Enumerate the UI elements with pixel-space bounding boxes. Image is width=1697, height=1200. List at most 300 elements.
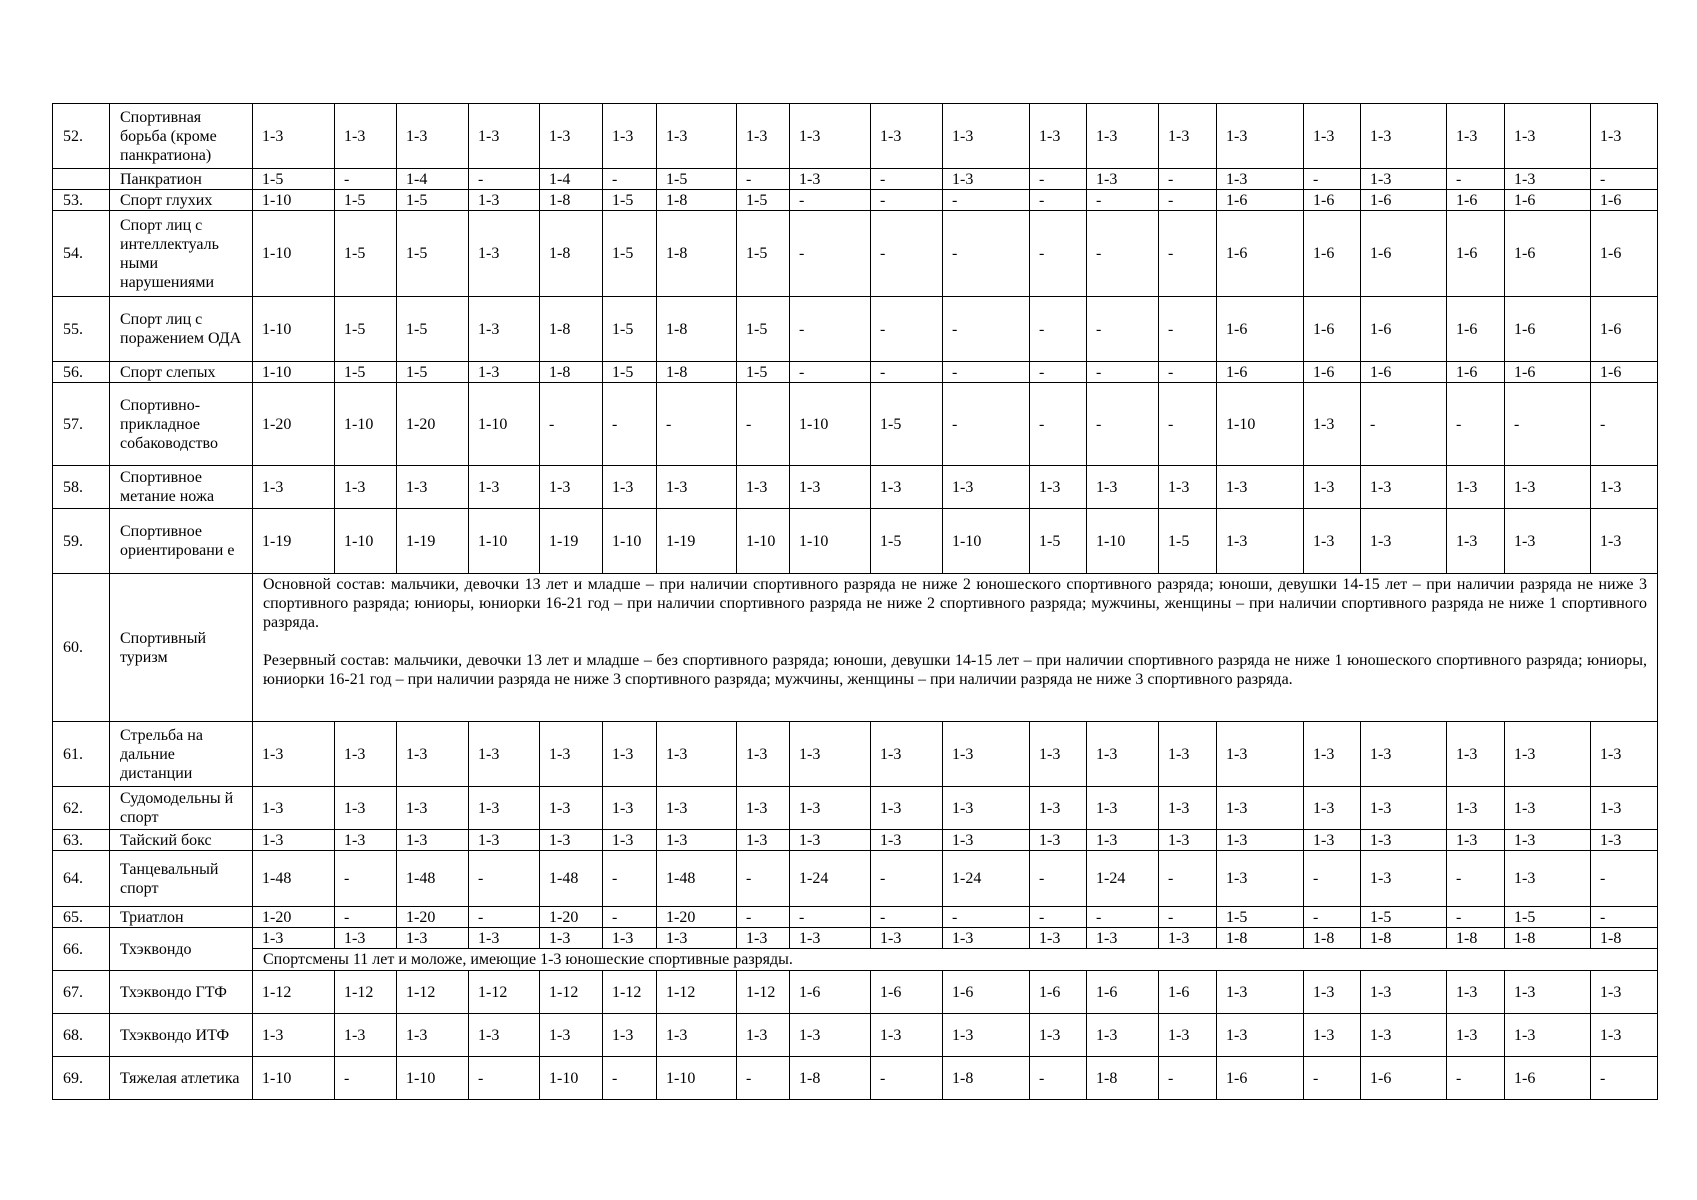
value-cell: 1-20 [397,383,469,466]
row-number: 68. [53,1014,110,1057]
value-cell: 1-3 [1217,851,1304,907]
table-row [53,830,1658,851]
row-number [53,169,110,190]
value-cell: 1-6 [1505,1057,1591,1100]
value-cell: - [1591,383,1658,466]
value-cell: 1-3 [253,928,335,949]
value-cell: 1-3 [1304,722,1361,787]
value-cell: 1-20 [253,907,335,928]
value-cell: 1-10 [469,383,540,466]
value-cell: - [1087,190,1159,211]
value-cell: 1-3 [469,787,540,830]
value-cell: 1-6 [1217,190,1304,211]
value-cell: 1-12 [253,971,335,1014]
value-cell: 1-3 [1159,787,1217,830]
value-cell: 1-3 [1304,509,1361,574]
value-cell: - [737,907,790,928]
row-number: 64. [53,851,110,907]
value-cell: 1-10 [253,1057,335,1100]
value-cell: - [871,362,943,383]
value-cell: 1-3 [943,722,1030,787]
value-cell: 1-3 [469,928,540,949]
value-cell: 1-3 [737,928,790,949]
value-cell: - [603,169,657,190]
value-cell: 1-3 [540,830,603,851]
value-cell: 1-3 [871,722,943,787]
value-cell: 1-3 [1447,466,1505,509]
value-cell: 1-3 [1087,830,1159,851]
table-row [53,1014,1658,1057]
value-cell: 1-3 [1304,466,1361,509]
value-cell: 1-3 [603,466,657,509]
value-cell: 1-24 [943,851,1030,907]
value-cell: 1-3 [657,722,737,787]
value-cell: 1-3 [1030,104,1087,169]
value-cell: 1-3 [1087,1014,1159,1057]
value-cell: 1-3 [540,466,603,509]
value-cell: 1-3 [1159,466,1217,509]
value-cell: 1-6 [1505,211,1591,297]
value-cell: 1-3 [397,1014,469,1057]
note-paragraph: Основной состав: мальчики, девочки 13 лет и младше – при наличии спортивного разряда не ниже 2 юношеского спортивного разряда; юноши, девушки 14-15 лет – при наличии разряда не ниже 3 спортивного разряда; юниоры, юниорки 16-21 год – при наличии спортивного разряда не ниже 2 спортивного разряда; мужчины, женщины – при наличии спортивного разряда не ниже 1 спортивного разряда. [263,576,1647,631]
table-row [53,211,1658,297]
sport-name: Спорт глухих [110,190,253,211]
value-cell: 1-4 [397,169,469,190]
sport-name: Стрельба на дальние дистанции [110,722,253,787]
value-cell: 1-3 [790,169,871,190]
value-cell: 1-8 [1361,928,1447,949]
value-cell: 1-3 [1159,1014,1217,1057]
value-cell: 1-5 [1505,907,1591,928]
value-cell: - [871,851,943,907]
value-cell: - [1030,383,1087,466]
value-cell: 1-8 [1447,928,1505,949]
value-cell: 1-3 [603,1014,657,1057]
value-cell: 1-3 [871,830,943,851]
value-cell: - [335,907,397,928]
row-number: 54. [53,211,110,297]
value-cell: 1-4 [540,169,603,190]
value-cell: 1-6 [1361,297,1447,362]
value-cell: 1-3 [1217,1014,1304,1057]
row-number: 55. [53,297,110,362]
value-cell: 1-3 [1361,830,1447,851]
table-row [53,104,1658,169]
value-cell: 1-3 [1447,722,1505,787]
value-cell: 1-20 [540,907,603,928]
value-cell: 1-5 [335,211,397,297]
value-cell: - [1447,383,1505,466]
value-cell: 1-3 [397,830,469,851]
value-cell: 1-3 [790,928,871,949]
value-cell: 1-3 [253,1014,335,1057]
value-cell: 1-5 [871,509,943,574]
value-cell: 1-5 [737,211,790,297]
value-cell: 1-6 [1505,297,1591,362]
value-cell: - [1030,851,1087,907]
value-cell: 1-3 [1505,722,1591,787]
value-cell: 1-3 [540,787,603,830]
value-cell: 1-6 [1361,190,1447,211]
value-cell: 1-10 [469,509,540,574]
value-cell: 1-3 [737,787,790,830]
sport-name: Спортивное ориентировани е [110,509,253,574]
value-cell: 1-3 [657,1014,737,1057]
value-cell: 1-3 [253,104,335,169]
row-number: 58. [53,466,110,509]
value-cell: 1-19 [540,509,603,574]
value-cell: 1-3 [943,104,1030,169]
value-cell: - [1087,907,1159,928]
value-cell: 1-8 [1087,1057,1159,1100]
value-cell: 1-6 [1304,362,1361,383]
value-cell: - [943,297,1030,362]
value-cell: - [1087,211,1159,297]
value-cell: 1-3 [1591,466,1658,509]
value-cell: 1-3 [790,466,871,509]
value-cell: - [1159,362,1217,383]
row-number: 66. [53,928,110,971]
value-cell: 1-3 [1087,787,1159,830]
table-body [53,104,1658,1100]
table-row-note [53,949,1658,971]
value-cell: 1-3 [335,466,397,509]
value-cell: 1-10 [1217,383,1304,466]
value-cell: - [871,190,943,211]
value-cell: 1-3 [871,928,943,949]
value-cell: - [1591,169,1658,190]
value-cell: 1-3 [397,104,469,169]
value-cell: 1-3 [943,169,1030,190]
value-cell: 1-3 [1087,722,1159,787]
value-cell: 1-3 [943,466,1030,509]
value-cell: - [469,169,540,190]
value-cell: 1-3 [1304,1014,1361,1057]
value-cell: 1-19 [253,509,335,574]
value-cell: 1-3 [397,928,469,949]
table-row [53,466,1658,509]
value-cell: - [1447,1057,1505,1100]
value-cell: 1-20 [397,907,469,928]
value-cell: 1-8 [657,211,737,297]
value-cell: 1-6 [1505,362,1591,383]
value-cell: 1-3 [1505,830,1591,851]
value-cell: - [790,362,871,383]
value-cell: 1-3 [1304,104,1361,169]
value-cell: 1-3 [1591,830,1658,851]
note-cell [253,949,1658,971]
value-cell: 1-10 [657,1057,737,1100]
value-cell: - [871,297,943,362]
table-row [53,851,1658,907]
value-cell: 1-3 [1591,104,1658,169]
value-cell: 1-3 [1591,722,1658,787]
value-cell: - [1030,297,1087,362]
value-cell: 1-12 [603,971,657,1014]
value-cell: 1-3 [1217,830,1304,851]
value-cell: 1-3 [943,830,1030,851]
value-cell: 1-3 [1217,509,1304,574]
row-number: 69. [53,1057,110,1100]
value-cell: - [603,907,657,928]
table-row [53,928,1658,949]
value-cell: - [335,169,397,190]
value-cell: 1-48 [657,851,737,907]
value-cell: 1-3 [871,787,943,830]
value-cell: - [790,907,871,928]
table-row [53,722,1658,787]
table-row [53,574,1658,722]
value-cell: 1-8 [657,190,737,211]
value-cell: 1-3 [1159,830,1217,851]
table-row [53,787,1658,830]
value-cell: 1-3 [737,104,790,169]
value-cell: 1-3 [1304,787,1361,830]
value-cell: 1-3 [790,787,871,830]
value-cell: 1-5 [253,169,335,190]
value-cell: 1-48 [540,851,603,907]
value-cell: 1-3 [335,1014,397,1057]
value-cell: 1-6 [1304,190,1361,211]
value-cell: 1-6 [1505,190,1591,211]
value-cell: 1-3 [335,928,397,949]
value-cell: 1-3 [603,787,657,830]
value-cell: 1-6 [1591,297,1658,362]
value-cell: 1-3 [1591,1014,1658,1057]
value-cell: 1-5 [1217,907,1304,928]
table-row [53,362,1658,383]
value-cell: 1-5 [397,190,469,211]
value-cell: - [943,907,1030,928]
value-cell: 1-3 [335,722,397,787]
value-cell: 1-3 [1505,971,1591,1014]
value-cell: - [1591,907,1658,928]
value-cell: - [1159,383,1217,466]
value-cell: - [603,851,657,907]
sport-name: Тхэквондо ГТФ [110,971,253,1014]
value-cell: - [1030,362,1087,383]
value-cell: 1-24 [1087,851,1159,907]
value-cell: - [335,1057,397,1100]
value-cell: 1-3 [1361,169,1447,190]
value-cell: 1-3 [1361,722,1447,787]
value-cell: 1-5 [1159,509,1217,574]
value-cell: 1-6 [1447,297,1505,362]
value-cell: - [1591,851,1658,907]
value-cell: 1-3 [1447,787,1505,830]
value-cell: 1-3 [469,1014,540,1057]
value-cell: 1-3 [540,104,603,169]
row-number: 57. [53,383,110,466]
row-number: 59. [53,509,110,574]
value-cell: 1-3 [943,928,1030,949]
value-cell: 1-10 [253,190,335,211]
value-cell: 1-3 [737,722,790,787]
value-cell: 1-3 [1087,928,1159,949]
value-cell: 1-3 [469,211,540,297]
value-cell: 1-3 [790,722,871,787]
value-cell: 1-3 [1505,1014,1591,1057]
value-cell: 1-3 [397,466,469,509]
value-cell: 1-3 [397,722,469,787]
value-cell: 1-3 [335,787,397,830]
note-cell [253,574,1658,722]
value-cell: 1-5 [737,297,790,362]
value-cell: 1-3 [1361,1014,1447,1057]
row-number: 52. [53,104,110,169]
value-cell: 1-12 [657,971,737,1014]
value-cell: 1-10 [1087,509,1159,574]
value-cell: 1-3 [1505,851,1591,907]
value-cell: 1-3 [657,466,737,509]
value-cell: 1-3 [1361,509,1447,574]
value-cell: 1-5 [335,190,397,211]
value-cell: 1-3 [1217,787,1304,830]
value-cell: 1-3 [1505,466,1591,509]
value-cell: 1-3 [253,787,335,830]
value-cell: 1-3 [1361,971,1447,1014]
row-number: 67. [53,971,110,1014]
value-cell: 1-3 [1030,928,1087,949]
value-cell: 1-6 [1361,211,1447,297]
value-cell: 1-6 [1361,362,1447,383]
value-cell: - [1030,211,1087,297]
value-cell: 1-8 [657,362,737,383]
row-number: 56. [53,362,110,383]
value-cell: 1-19 [397,509,469,574]
value-cell: 1-10 [943,509,1030,574]
sports-ranking-table [52,103,1658,1100]
value-cell: 1-3 [1505,169,1591,190]
value-cell: 1-3 [1505,509,1591,574]
value-cell: 1-3 [943,787,1030,830]
value-cell: 1-3 [657,787,737,830]
value-cell: 1-3 [469,722,540,787]
value-cell: - [737,169,790,190]
value-cell: 1-8 [540,297,603,362]
value-cell: 1-3 [1361,787,1447,830]
value-cell: 1-3 [1304,383,1361,466]
value-cell: - [1447,851,1505,907]
value-cell: - [1304,1057,1361,1100]
row-number: 62. [53,787,110,830]
value-cell: - [737,383,790,466]
value-cell: 1-5 [603,362,657,383]
value-cell: 1-5 [397,297,469,362]
value-cell: 1-8 [540,211,603,297]
value-cell: 1-6 [1159,971,1217,1014]
value-cell: - [871,1057,943,1100]
value-cell: 1-8 [1304,928,1361,949]
value-cell: - [1159,211,1217,297]
value-cell: 1-3 [1030,1014,1087,1057]
value-cell: 1-5 [335,362,397,383]
value-cell: 1-5 [335,297,397,362]
value-cell: 1-6 [1217,1057,1304,1100]
value-cell: 1-3 [1361,466,1447,509]
value-cell: 1-3 [603,928,657,949]
value-cell: 1-3 [1217,104,1304,169]
value-cell: 1-3 [871,1014,943,1057]
value-cell: 1-8 [1505,928,1591,949]
value-cell: 1-3 [1030,830,1087,851]
value-cell: 1-3 [1159,104,1217,169]
value-cell: 1-6 [871,971,943,1014]
value-cell: 1-3 [1361,851,1447,907]
value-cell: - [943,190,1030,211]
value-cell: 1-20 [253,383,335,466]
value-cell: - [1087,383,1159,466]
value-cell: 1-3 [603,104,657,169]
value-cell: 1-10 [397,1057,469,1100]
value-cell: - [603,1057,657,1100]
value-cell: 1-3 [1217,169,1304,190]
value-cell: 1-5 [603,297,657,362]
sport-name: Спортивное метание ножа [110,466,253,509]
value-cell: 1-6 [1304,297,1361,362]
value-cell: - [737,1057,790,1100]
value-cell: - [469,1057,540,1100]
value-cell: - [737,851,790,907]
row-number: 60. [53,574,110,722]
value-cell: - [603,383,657,466]
value-cell: - [943,362,1030,383]
value-cell: - [1159,169,1217,190]
value-cell: 1-3 [1087,466,1159,509]
value-cell: 1-3 [1447,830,1505,851]
sport-name: Спорт слепых [110,362,253,383]
value-cell: 1-3 [1304,971,1361,1014]
value-cell: 1-6 [1030,971,1087,1014]
value-cell: 1-3 [1030,787,1087,830]
value-cell: 1-3 [603,722,657,787]
value-cell: 1-3 [253,466,335,509]
sport-name: Спорт лиц с поражением ОДА [110,297,253,362]
value-cell: 1-3 [790,830,871,851]
value-cell: - [1505,383,1591,466]
value-cell: 1-3 [469,466,540,509]
value-cell: 1-3 [1217,466,1304,509]
value-cell: 1-5 [397,211,469,297]
value-cell: 1-10 [253,211,335,297]
value-cell: 1-5 [1030,509,1087,574]
value-cell: 1-3 [1030,722,1087,787]
value-cell: 1-8 [540,190,603,211]
sport-name: Тхэквондо ИТФ [110,1014,253,1057]
value-cell: 1-6 [1447,190,1505,211]
value-cell: 1-3 [657,104,737,169]
value-cell: 1-6 [1217,211,1304,297]
value-cell: 1-3 [943,1014,1030,1057]
value-cell: 1-5 [737,362,790,383]
sport-name: Спорт лиц с интеллектуаль ными нарушениями [110,211,253,297]
value-cell: - [1304,907,1361,928]
value-cell: 1-3 [1217,971,1304,1014]
value-cell: - [871,907,943,928]
value-cell: - [790,211,871,297]
value-cell: 1-5 [397,362,469,383]
value-cell: 1-10 [253,297,335,362]
sport-name: Тхэквондо [110,928,253,971]
value-cell: 1-3 [790,1014,871,1057]
value-cell: 1-3 [1591,509,1658,574]
value-cell: - [469,851,540,907]
value-cell: 1-48 [253,851,335,907]
value-cell: 1-5 [657,169,737,190]
value-cell: - [871,211,943,297]
value-cell: - [1030,907,1087,928]
value-cell: - [335,851,397,907]
